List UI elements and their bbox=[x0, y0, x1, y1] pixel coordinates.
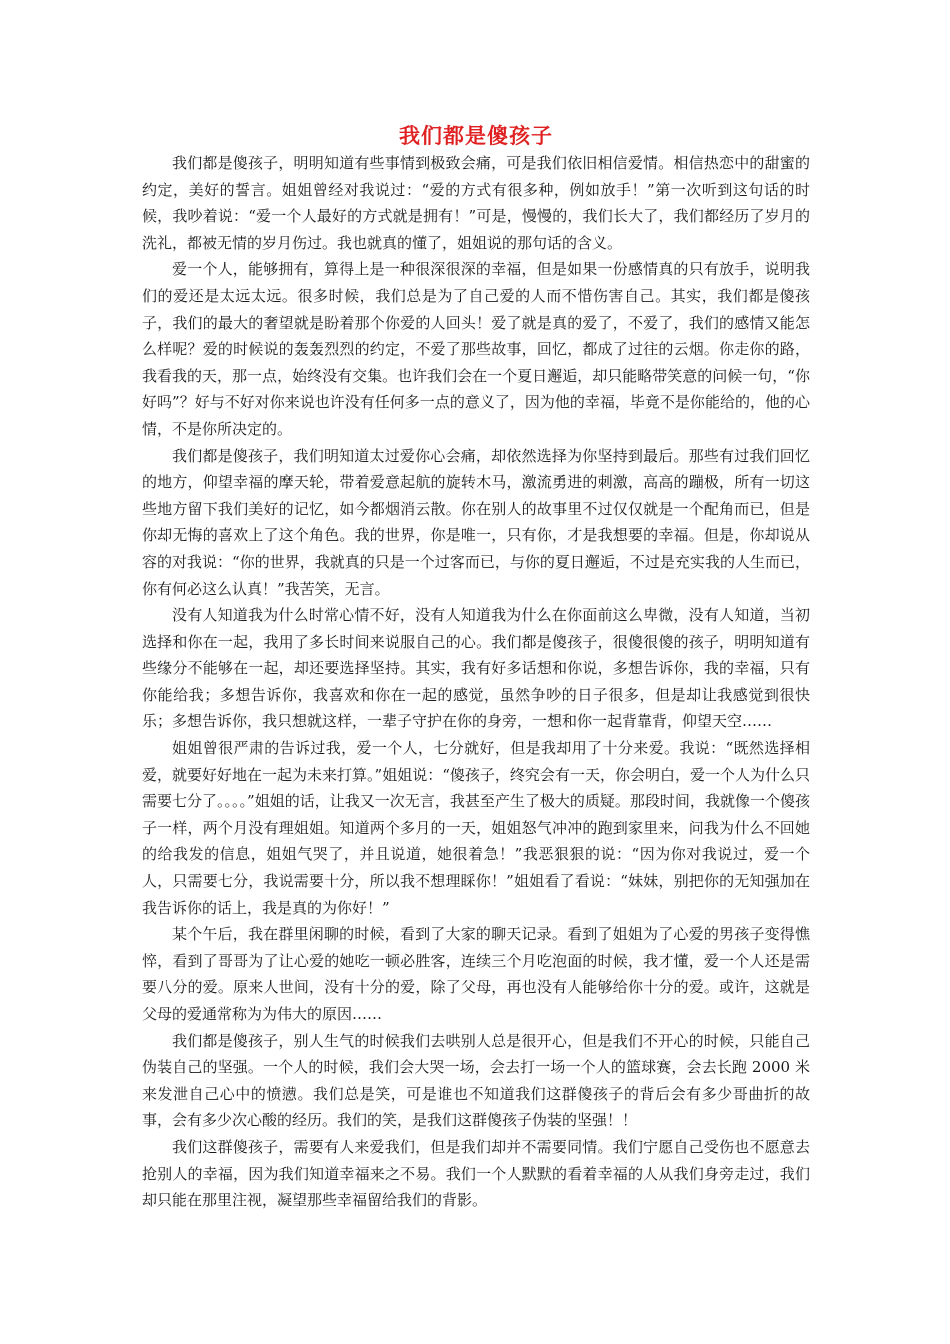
paragraph-8: 我们这群傻孩子，需要有人来爱我们，但是我们却并不需要同情。我们宁愿自己受伤也不愿意去抢别人的幸福，因为我们知道幸福来之不易。我们一个人默默的看着幸福的人从我们身旁走过，我们却只能在那里注视，凝望那些幸福留给我们的背影。 bbox=[142, 1137, 810, 1210]
paragraph-4: 没有人知道我为什么时常心情不好，没有人知道我为什么在你面前这么卑微，没有人知道，当初选择和你在一起，我用了多长时间来说服自己的心。我们都是傻孩子，很傻很傻的孩子，明明知道有些缘分不能够在一起，却还要选择坚持。其实，我有好多话想和你说，多想告诉你，我的幸福，只有你能给我；多想告诉你，我喜欢和你在一起的感觉，虽然争吵的日子很多，但是却让我感觉到很快乐；多想告诉你，我只想就这样，一辈子守护在你的身旁，一想和你一起背靠背，仰望天空…… bbox=[142, 606, 810, 731]
paragraph-1: 我们都是傻孩子，明明知道有些事情到极致会痛，可是我们依旧相信爱情。相信热恋中的甜蜜的约定，美好的誓言。姐姐曾经对我说过：“爱的方式有很多种，例如放手！”第一次听到这句话的时候，我吵着说：“爱一个人最好的方式就是拥有！”可是，慢慢的，我们长大了，我们都经历了岁月的洗礼，都被无情的岁月伤过。我也就真的懂了，姐姐说的那句话的含义。 bbox=[142, 154, 810, 252]
paragraph-5: 姐姐曾很严肃的告诉过我，爱一个人，七分就好，但是我却用了十分来爱。我说：“既然选择相爱，就要好好地在一起为未来打算。”姐姐说：“傻孩子，终究会有一天，你会明白，爱一个人为什么只需要七分了。。。。”姐姐的话，让我又一次无言，我甚至产生了极大的质疑。那段时间，我就像一个傻孩子一样，两个月没有理姐姐。知道两个多月的一天，姐姐怒气冲冲的跑到家里来，问我为什么不回她的给我发的信息，姐姐气哭了，并且说道，她很着急！”我恶狠狠的说：“因为你对我说过，爱一个人，只需要七分，我说需要十分，所以我不想理睬你！”姐姐看了看说：“妹妹，别把你的无知强加在我告诉你的话上，我是真的为你好！” bbox=[142, 739, 810, 917]
paragraph-6: 某个午后，我在群里闲聊的时候，看到了大家的聊天记录。看到了姐姐为了心爱的男孩子变得憔悴，看到了哥哥为了让心爱的她吃一顿必胜客，连续三个月吃泡面的时候，我才懂，爱一个人还是需要八分的爱。原来人世间，没有十分的爱，除了父母，再也没有人能够给你十分的爱。或许，这就是父母的爱通常称为为伟大的原因…… bbox=[142, 925, 810, 1023]
document-title: 我们都是傻孩子 bbox=[399, 123, 553, 148]
document-page bbox=[142, 122, 810, 1214]
paragraph-2: 爱一个人，能够拥有，算得上是一种很深很深的幸福，但是如果一份感情真的只有放手，说明我们的爱还是太远太远。很多时候，我们总是为了自己爱的人而不惜伤害自己。其实，我们都是傻孩子，我们的最大的奢望就是盼着那个你爱的人回头！爱了就是真的爱了，不爱了，我们的感情又能怎么样呢？爱的时候说的轰轰烈烈的约定，不爱了那些故事，回忆，都成了过往的云烟。你走你的路，我看我的天，那一点，始终没有交集。也许我们会在一个夏日邂逅，却只能略带笑意的问候一句，“你好吗”？好与不好对你来说也许没有任何多一点的意义了，因为他的幸福，毕竟不是你能给的，他的心情，不是你所决定的。 bbox=[142, 260, 810, 438]
paragraph-7: 我们都是傻孩子，别人生气的时候我们去哄别人总是很开心，但是我们不开心的时候，只能自己伪装自己的坚强。一个人的时候，我们会大哭一场，会去打一场一个人的篮球赛，会去长跑 2000 米来发泄自己心中的愤懑。我们总是笑，可是谁也不知道我们这群傻孩子的背后会有多少哥曲折的故事，会有多少次心酸的经历。我们的笑，是我们这群傻孩子伪装的坚强！！ bbox=[142, 1031, 810, 1130]
paragraph-3: 我们都是傻孩子，我们明知道太过爱你心会痛，却依然选择为你坚持到最后。那些有过我们回忆的地方，仰望幸福的摩天轮，带着爱意起航的旋转木马，激流勇进的刺激，高高的蹦极，所有一切这些地方留下我们美好的记忆，如今都烟消云散。你在别人的故事里不过仅仅就是一个配角而已，但是你却无悔的喜欢上了这个角色。我的世界，你是唯一，只有你，才是我想要的幸福。但是，你却说从容的对我说：“你的世界，我就真的只是一个过客而已，与你的夏日邂逅，不过是充实我的人生而已，你有何必这么认真！”我苦笑，无言。 bbox=[142, 446, 810, 598]
